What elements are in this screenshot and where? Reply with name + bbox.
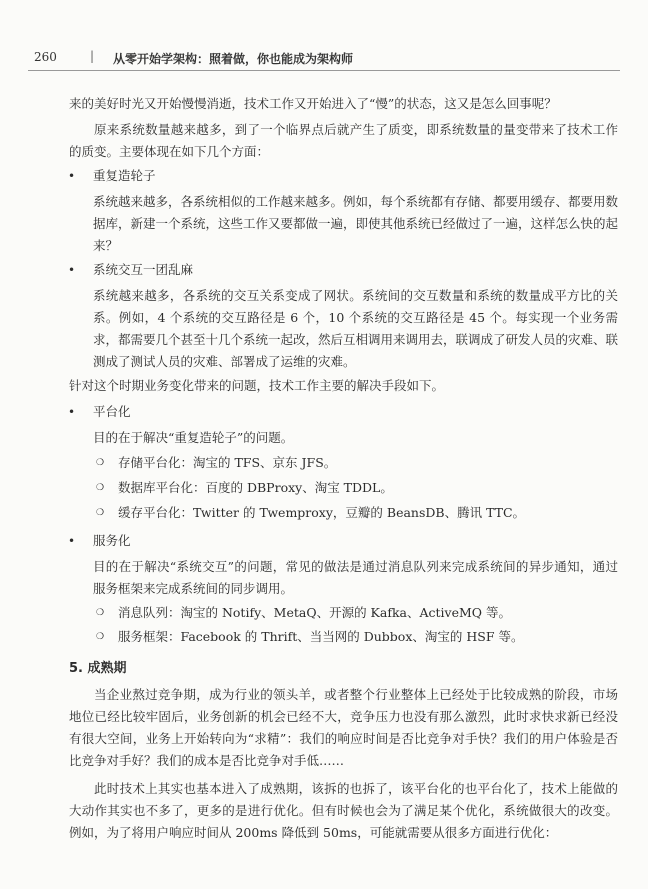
sub-item-text: 服务框架：Facebook 的 Thrift、当当网的 Dubbox、淘宝的 HSF 等。 (118, 629, 524, 644)
book-title: 从零开始学架构：照着做，你也能成为架构师 (113, 52, 354, 66)
sub-item-text: 消息队列：淘宝的 Notify、MetaQ、开源的 Kafka、ActiveMQ 等。 (118, 605, 512, 620)
bullet-title: 平台化 (93, 404, 131, 419)
sub-item-text: 数据库平台化：百度的 DBProxy、淘宝 TDDL。 (118, 480, 393, 495)
sub-bullet-icon: ❍ (96, 608, 105, 618)
bullet-title: 重复造轮子 (93, 168, 156, 183)
bullet-item (48, 165, 618, 187)
sub-list-item (48, 452, 618, 474)
paragraph: 此时技术上其实也基本进入了成熟期，该拆的也拆了，该平台化的也平台化了，技术上能做的大动作其实也不多了，更多的是进行优化。但有时候也会为了满足某个优化，系统做很大的改变。例如，为了将用户响应时间从 200ms 降低到 50ms，可能就需要从很多方面进行优化： (69, 781, 618, 840)
page-header (28, 48, 620, 71)
sub-bullet-icon: ❍ (96, 483, 105, 493)
sub-bullet-icon: ❍ (96, 458, 105, 468)
sub-list-item (48, 602, 618, 624)
bullet-text: 目的在于解决“重复造轮子”的问题。 (93, 430, 294, 445)
bullet-item (48, 530, 618, 552)
paragraph: 来的美好时光又开始慢慢消逝，技术工作又开始进入了“慢”的状态，这又是怎么回事呢？ (69, 96, 557, 111)
page-body (68, 93, 619, 844)
sub-item-text: 缓存平台化：Twitter 的 Twemproxy，豆瓣的 BeansDB、腾讯 TTC。 (118, 505, 526, 520)
bullet-text: 系统越来越多，各系统的交互关系变成了网状。系统间的交互数量和系统的数量成平方比的关系。例如，4 个系统的交互路径是 6 个，10 个系统的交互路径是 45 个。每实现一个业务需求，都需要几个甚至十几个系统一起改，然后互相调用来调用去，联调成了研发人员的灾难、联测成了测试人员的灾难、部署成了运维的灾难。 (93, 288, 619, 369)
sub-list-item (48, 477, 618, 499)
section-heading: 5. 成熟期 (69, 661, 127, 676)
sub-bullet-icon: ❍ (96, 508, 105, 518)
sub-item-text: 存储平台化：淘宝的 TFS、京东 JFS。 (118, 455, 337, 470)
bullet-text: 系统越来越多，各系统相似的工作越来越多。例如，每个系统都有存储、都要用缓存、都要用数据库，新建一个系统，这些工作又要都做一遍，即使其他系统已经做过了一遍，这样怎么快的起来？ (93, 194, 619, 253)
sub-list-item (48, 626, 618, 648)
bullet-item (48, 259, 618, 281)
bullet-icon: • (68, 169, 76, 183)
bullet-title: 服务化 (93, 533, 131, 548)
page-number: 260 (34, 50, 57, 64)
paragraph: 针对这个时期业务变化带来的问题，技术工作主要的解决手段如下。 (69, 378, 445, 393)
paragraph: 当企业熬过竞争期，成为行业的领头羊，或者整个行业整体上已经处于比较成熟的阶段，市场地位已经比较牢固后，业务创新的机会已经不大，竞争压力也没有那么激烈，此时求快求新已经没有很大空间，业务上开始转向为“求精”：我们的响应时间是否比竞争对手快？我们的用户体验是否比竞争对手好？我们的成本是否比竞争对手低…… (69, 687, 618, 768)
bullet-icon: • (68, 263, 76, 277)
bullet-icon: • (68, 534, 76, 548)
bullet-title: 系统交互一团乱麻 (93, 262, 194, 277)
bullet-item (48, 401, 618, 423)
sub-list-item (48, 502, 618, 524)
paragraph: 原来系统数量越来越多，到了一个临界点后就产生了质变，即系统数量的量变带来了技术工作的质变。主要体现在如下几个方面： (69, 122, 618, 159)
sub-bullet-icon: ❍ (96, 632, 105, 642)
header-separator: | (90, 49, 95, 63)
bullet-icon: • (68, 405, 76, 419)
bullet-text: 目的在于解决“系统交互”的问题，常见的做法是通过消息队列来完成系统间的异步通知，通过服务框架来完成系统间的同步调用。 (93, 559, 618, 596)
